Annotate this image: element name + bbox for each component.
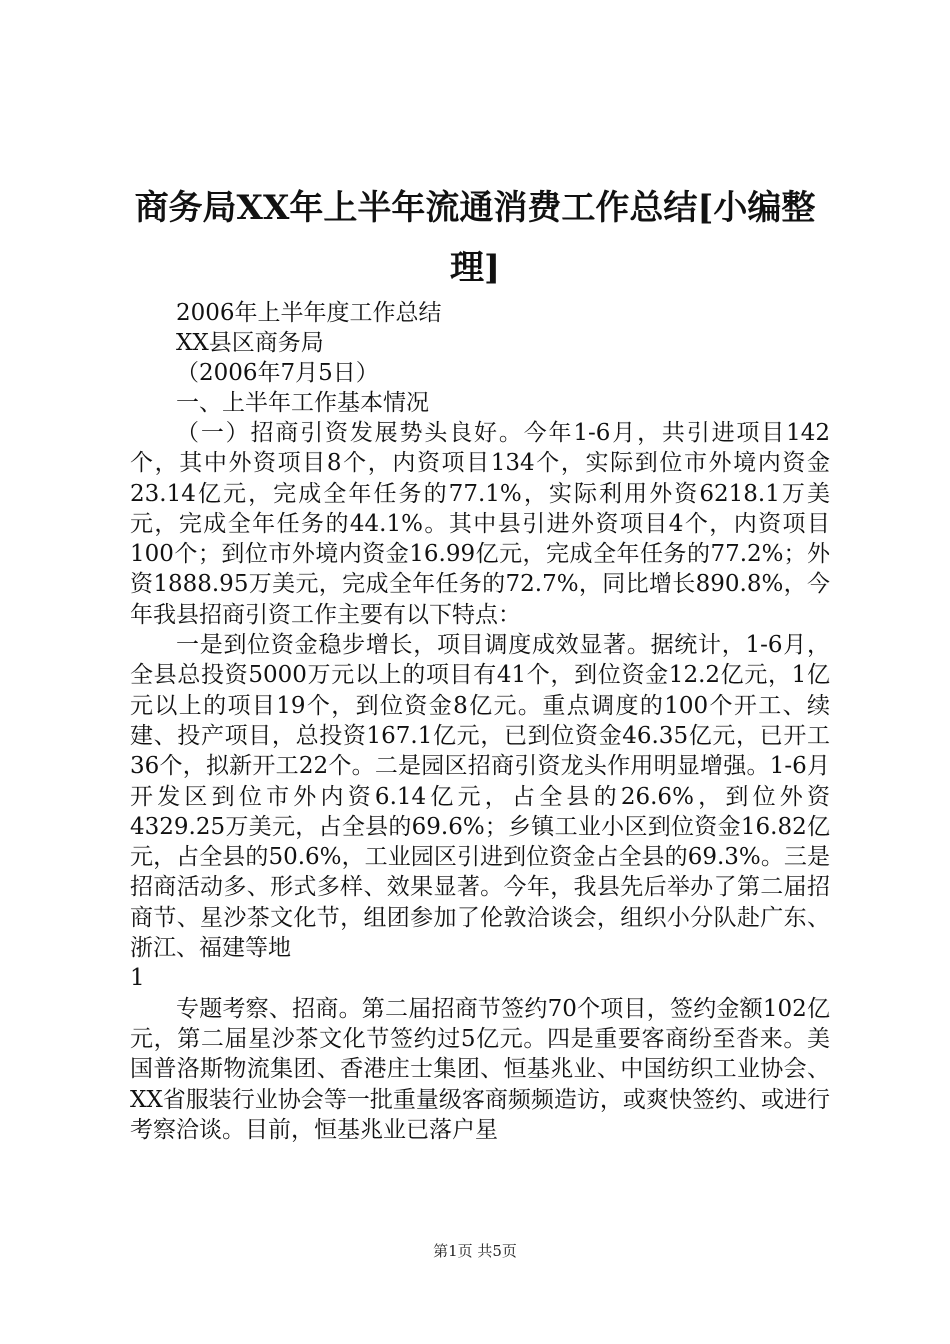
paragraph: 一是到位资金稳步增长，项目调度成效显著。据统计，1-6月，全县总投资5000万元以上的项目有41个，到位资金12.2亿元，1亿元以上的项目19个，到位资金8亿元。重点调度的100个开工、续建、投产项目，总投资167.1亿元，已到位资金46.35亿元，已开工36个，拟新开工22个。二是园区招商引资龙头作用明显增强。1-6月开发区到位市外内资6.14亿元，占全县的26.6%，到位外资4329.25万美元，占全县的69.6%；乡镇工业小区到位资金16.82亿元，占全县的50.6%，工业园区引进到位资金占全县的69.3%。三是招商活动多、形式多样、效果显著。今年，我县先后举办了第二届招商节、星沙茶文化节，组团参加了伦敦洽谈会，组织小分队赴广东、浙江、福建等地 bbox=[130, 632, 830, 962]
report-subtitle: 2006年上半年度工作总结 bbox=[176, 300, 442, 326]
section-heading: 一、上半年工作基本情况 bbox=[176, 390, 429, 416]
document-body bbox=[130, 418, 830, 1145]
paragraph: 专题考察、招商。第二届招商节签约70个项目，签约金额102亿元，第二届星沙茶文化节签约过5亿元。四是重要客商纷至沓来。美国普洛斯物流集团、香港庄士集团、恒基兆业、中国纺织工业协会、XX省服装行业协会等一批重量级客商频频造访，或爽快签约、或进行考察洽谈。目前，恒基兆业已落户星 bbox=[130, 995, 830, 1143]
document-title: 商务局XX年上半年流通消费工作总结[小编整理] bbox=[134, 188, 816, 288]
report-author: XX县区商务局 bbox=[176, 330, 324, 356]
paragraph: （一）招商引资发展势头良好。今年1-6月，共引进项目142个，其中外资项目8个，内资项目134个，实际到位市外境内资金23.14亿元，完成全年任务的77.1%，实际利用外资6218.1万美元，完成全年任务的44.1%。其中县引进外资项目4个，内资项目100个；到位市外境内资金16.99亿元，完成全年任务的77.2%；外资1888.95万美元，完成全年任务的72.7%，同比增长890.8%，今年我县招商引资工作主要有以下特点： bbox=[130, 420, 830, 628]
page-footer: 第1页 共5页 bbox=[433, 1242, 517, 1260]
inline-page-number: 1 bbox=[130, 965, 145, 992]
document-meta bbox=[130, 298, 830, 418]
report-date: （2006年7月5日） bbox=[176, 360, 379, 386]
